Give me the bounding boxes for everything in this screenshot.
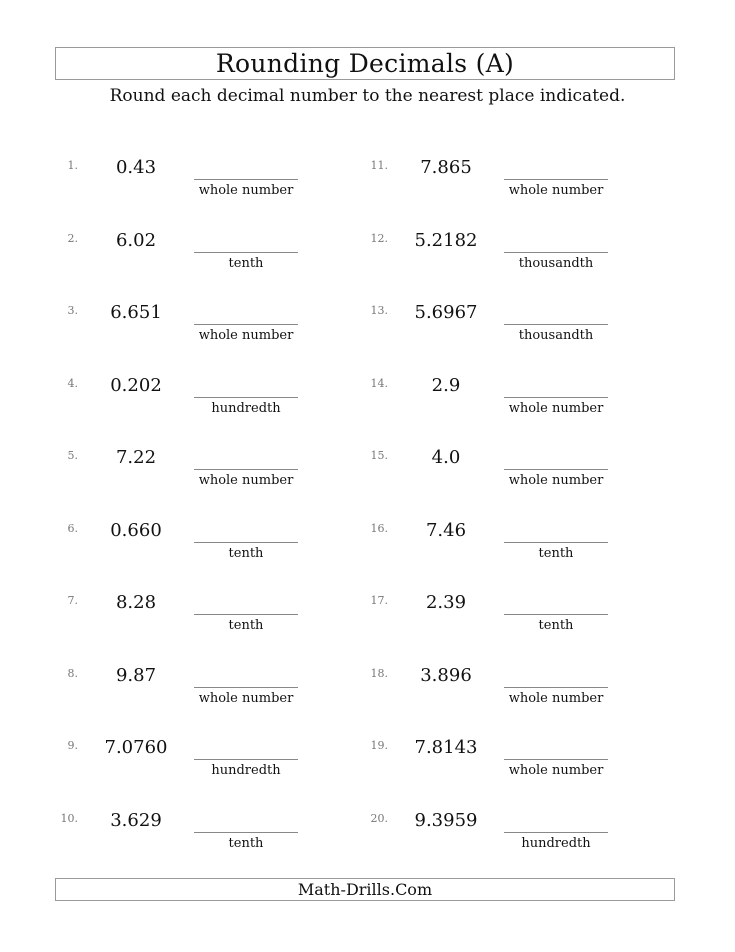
place-label: whole number [508,763,604,778]
place-label: whole number [508,401,604,416]
decimal-value: 4.0 [431,447,461,468]
place-label: whole number [198,691,294,706]
problem-number: 11. [370,159,388,172]
answer-line[interactable] [504,252,608,253]
problem-number: 12. [370,232,388,245]
decimal-value: 3.629 [110,810,162,831]
problem-number: 9. [67,739,78,752]
problem-number: 20. [370,812,388,825]
problem-item [366,520,666,580]
answer-line[interactable] [194,542,298,543]
problem-item [56,447,356,507]
place-label: hundredth [211,401,281,416]
answer-line[interactable] [504,179,608,180]
answer-line[interactable] [194,324,298,325]
answer-line[interactable] [194,252,298,253]
answer-line[interactable] [504,614,608,615]
decimal-value: 0.43 [115,157,157,178]
problem-number: 4. [67,377,78,390]
answer-line[interactable] [504,542,608,543]
place-label: tenth [538,546,574,561]
problem-number: 10. [60,812,78,825]
decimal-value: 3.896 [420,665,472,686]
decimal-value: 5.2182 [414,230,478,251]
place-label: whole number [508,691,604,706]
problem-number: 16. [370,522,388,535]
answer-line[interactable] [194,759,298,760]
place-label: tenth [228,256,264,271]
problem-number: 13. [370,304,388,317]
problem-item [56,810,356,870]
problem-item [366,810,666,870]
place-label: tenth [228,546,264,561]
decimal-value: 7.8143 [414,737,478,758]
decimal-value: 0.202 [110,375,162,396]
answer-line[interactable] [504,832,608,833]
problem-item [366,157,666,217]
problem-item [366,447,666,507]
problem-item [56,665,356,725]
problem-item [366,302,666,362]
problem-number: 6. [67,522,78,535]
answer-line[interactable] [504,469,608,470]
decimal-value: 9.87 [115,665,157,686]
problem-item [56,230,356,290]
decimal-value: 8.28 [115,592,157,613]
decimal-value: 7.22 [115,447,157,468]
problem-item [366,375,666,435]
decimal-value: 2.9 [431,375,461,396]
answer-line[interactable] [194,179,298,180]
decimal-value: 7.865 [420,157,472,178]
answer-line[interactable] [504,759,608,760]
problem-number: 15. [370,449,388,462]
problem-number: 5. [67,449,78,462]
answer-line[interactable] [194,469,298,470]
answer-line[interactable] [504,687,608,688]
decimal-value: 2.39 [425,592,467,613]
answer-line[interactable] [194,832,298,833]
footer-brand: Math-Drills.Com [297,880,433,899]
place-label: thousandth [518,328,594,343]
answer-line[interactable] [194,614,298,615]
place-label: thousandth [518,256,594,271]
title-box [55,47,675,80]
decimal-value: 9.3959 [414,810,478,831]
decimal-value: 6.651 [110,302,162,323]
problem-item [56,520,356,580]
problem-number: 3. [67,304,78,317]
answer-line[interactable] [194,687,298,688]
decimal-value: 6.02 [115,230,157,251]
answer-line[interactable] [194,397,298,398]
place-label: whole number [198,328,294,343]
place-label: whole number [508,183,604,198]
problem-number: 17. [370,594,388,607]
place-label: whole number [198,183,294,198]
problem-number: 1. [67,159,78,172]
place-label: whole number [198,473,294,488]
decimal-value: 0.660 [110,520,162,541]
problem-item [56,592,356,652]
place-label: tenth [538,618,574,633]
answer-line[interactable] [504,324,608,325]
decimal-value: 7.46 [425,520,467,541]
worksheet-title: Rounding Decimals (A) [215,49,515,78]
place-label: hundredth [211,763,281,778]
instructions: Round each decimal number to the nearest place indicated. [109,86,626,106]
place-label: whole number [508,473,604,488]
problem-number: 14. [370,377,388,390]
decimal-value: 5.6967 [414,302,478,323]
problem-number: 19. [370,739,388,752]
problem-number: 7. [67,594,78,607]
problem-number: 8. [67,667,78,680]
footer-box [55,878,675,901]
place-label: tenth [228,836,264,851]
problem-item [366,737,666,797]
problem-item [366,665,666,725]
place-label: tenth [228,618,264,633]
decimal-value: 7.0760 [104,737,168,758]
problem-item [56,302,356,362]
problem-item [56,375,356,435]
answer-line[interactable] [504,397,608,398]
place-label: hundredth [521,836,591,851]
problem-item [366,592,666,652]
problem-number: 2. [67,232,78,245]
problem-number: 18. [370,667,388,680]
problem-item [56,157,356,217]
problem-item [56,737,356,797]
problem-item [366,230,666,290]
